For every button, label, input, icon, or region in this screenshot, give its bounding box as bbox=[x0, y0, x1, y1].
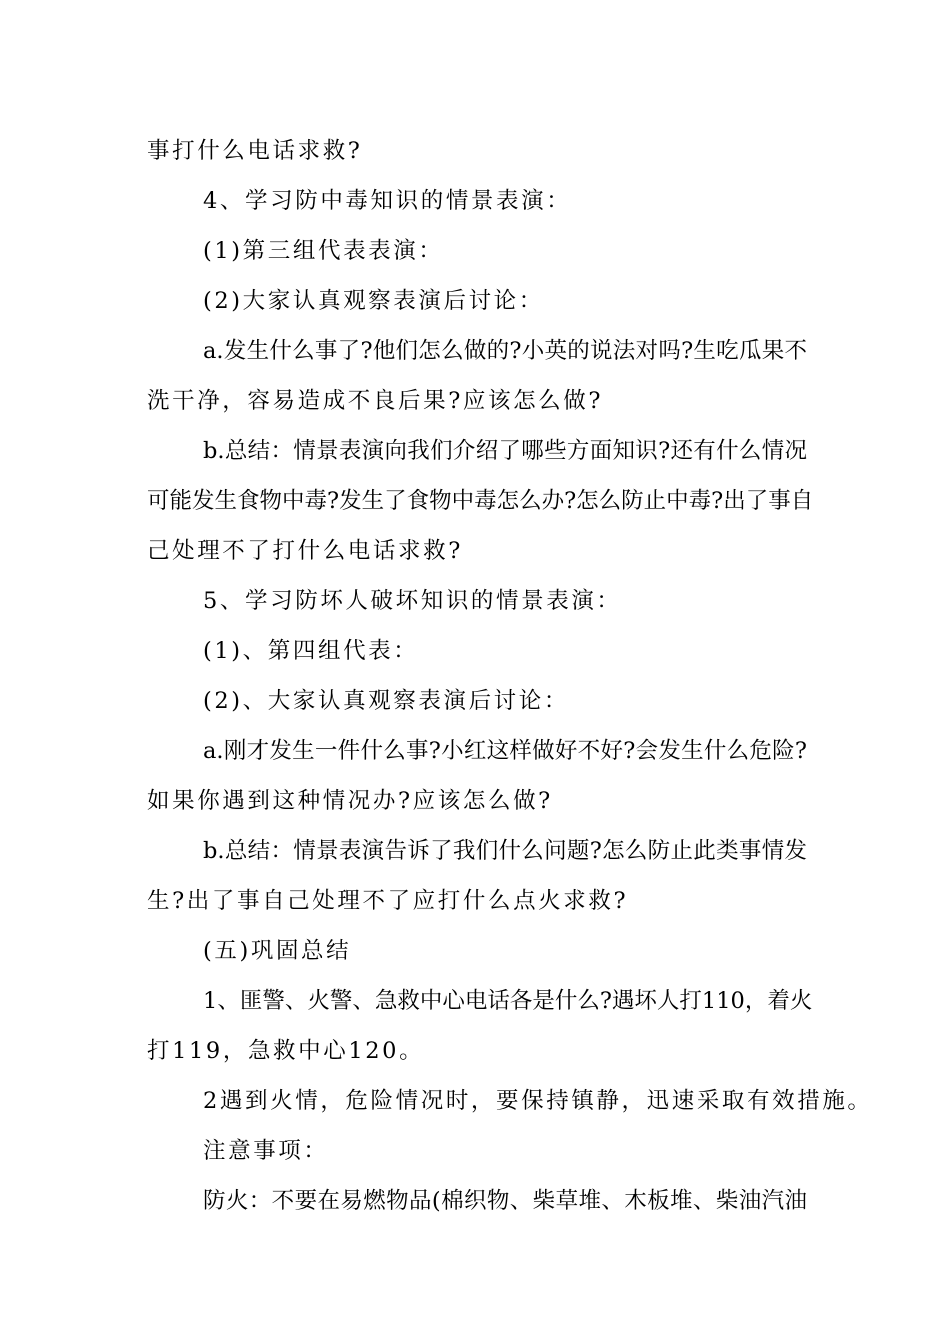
text-line: 洗干净，容易造成不良后果?应该怎么做? bbox=[147, 388, 604, 414]
list-item: (1)、第四组代表： bbox=[203, 638, 419, 664]
list-item: (2)大家认真观察表演后讨论： bbox=[203, 288, 544, 314]
text-line: a.发生什么事了?他们怎么做的?小英的说法对吗?生吃瓜果不 bbox=[203, 338, 807, 364]
text-line: 生?出了事自己处理不了应打什么点火求救? bbox=[147, 888, 629, 914]
text-line: b.总结：情景表演向我们介绍了哪些方面知识?还有什么情况 bbox=[203, 438, 807, 464]
text-line: b.总结：情景表演告诉了我们什么问题?怎么防止此类事情发 bbox=[203, 838, 807, 864]
text-line: 2遇到火情，危险情况时，要保持镇静，迅速采取有效措施。 bbox=[203, 1088, 873, 1114]
list-item: (1)第三组代表表演： bbox=[203, 238, 444, 264]
section-heading: 5、学习防坏人破坏知识的情景表演： bbox=[203, 588, 622, 614]
text-line: 1、匪警、火警、急救中心电话各是什么?遇坏人打110，着火 bbox=[203, 988, 813, 1014]
text-line: 打119，急救中心120。 bbox=[147, 1038, 425, 1064]
section-heading: 4、学习防中毒知识的情景表演： bbox=[203, 188, 572, 214]
section-heading: 注意事项： bbox=[203, 1138, 329, 1164]
list-item: (2)、大家认真观察表演后讨论： bbox=[203, 688, 569, 714]
text-line: 可能发生食物中毒?发生了食物中毒怎么办?怎么防止中毒?出了事自 bbox=[147, 488, 814, 514]
section-heading: (五)巩固总结 bbox=[203, 938, 352, 964]
document-body bbox=[147, 126, 873, 1226]
text-line: 事打什么电话求救? bbox=[147, 138, 363, 164]
text-line: 防火：不要在易燃物品(棉织物、柴草堆、木板堆、柴油汽油 bbox=[203, 1188, 807, 1214]
text-line: 如果你遇到这种情况办?应该怎么做? bbox=[147, 788, 553, 814]
text-line: a.刚才发生一件什么事?小红这样做好不好?会发生什么危险? bbox=[203, 738, 807, 764]
text-line: 己处理不了打什么电话求救? bbox=[147, 538, 463, 564]
